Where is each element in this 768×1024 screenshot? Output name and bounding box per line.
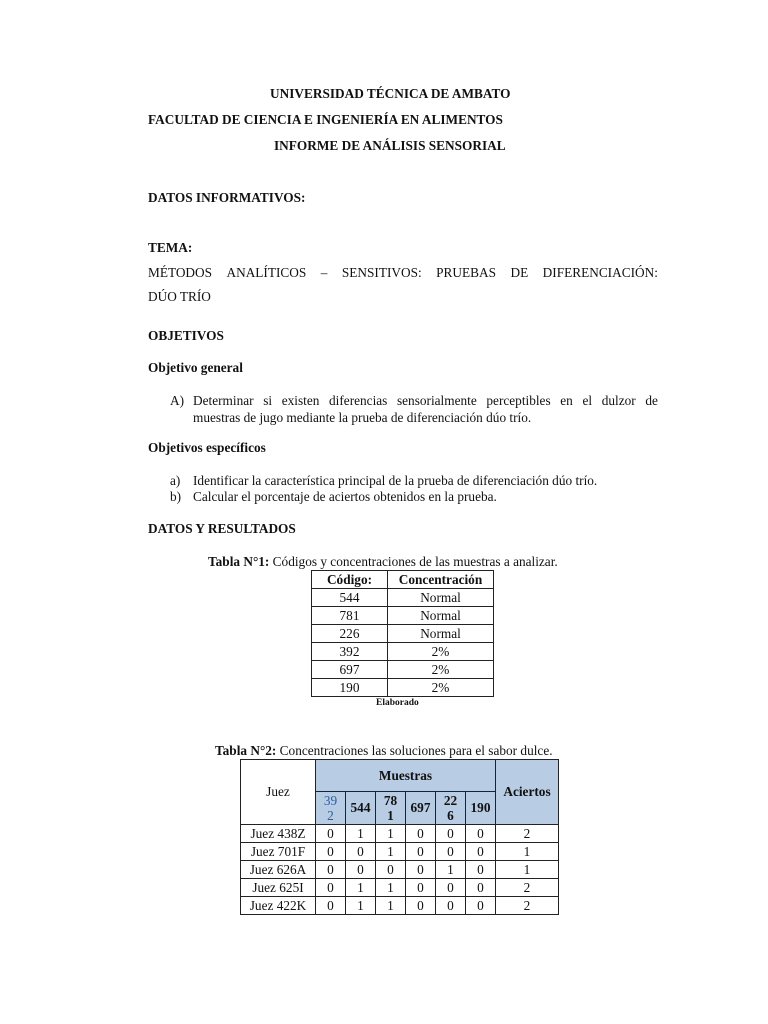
table-row	[312, 625, 494, 643]
tema-word: ANALÍTICOS	[226, 265, 307, 280]
objetivo-word: existen	[281, 393, 320, 408]
table-header-row	[312, 571, 494, 589]
table-cell: 0	[466, 897, 496, 915]
report-title: INFORME DE ANÁLISIS SENSORIAL	[274, 138, 506, 153]
tabla1-note: Elaborado	[376, 698, 419, 708]
juez-cell: Juez 701F	[241, 843, 316, 861]
muestras-header: Muestras	[316, 760, 496, 792]
objetivo-especifico-text: Identificar la característica principal de la prueba de diferenciación dúo trío.	[193, 473, 598, 488]
objetivo-word: sensorialmente	[396, 393, 477, 408]
juez-cell: Juez 438Z	[241, 825, 316, 843]
table-cell: 2%	[388, 643, 494, 661]
objetivo-especifico-marker: a)	[170, 473, 181, 488]
sample-column-header: 78 1	[376, 792, 406, 825]
table-cell: 0	[466, 879, 496, 897]
table-cell: 0	[376, 861, 406, 879]
sample-column-header: 39 2	[316, 792, 346, 825]
aciertos-header: Aciertos	[496, 760, 559, 825]
table-cell: 1	[376, 843, 406, 861]
objetivo-word: el	[582, 393, 593, 408]
resultados-heading: DATOS Y RESULTADOS	[148, 521, 296, 536]
sample-column-header: 190	[466, 792, 496, 825]
tabla1-caption	[208, 554, 558, 570]
objetivos-heading: OBJETIVOS	[148, 328, 224, 343]
table-cell: 1	[346, 825, 376, 843]
aciertos-cell: 1	[496, 843, 559, 861]
table-cell: Normal	[388, 625, 494, 643]
table-cell: 226	[312, 625, 388, 643]
table-cell: 1	[376, 879, 406, 897]
table-row	[241, 843, 559, 861]
objetivo-general-marker: A)	[170, 393, 185, 408]
tema-line-2: DÚO TRÍO	[148, 289, 211, 304]
objetivo-general-line-2: muestras de jugo mediante la prueba de diferenciación dúo trío.	[193, 410, 532, 425]
objetivo-word: Determinar	[193, 393, 254, 408]
tabla1-caption-text: Códigos y concentraciones de las muestras a analizar.	[269, 554, 558, 569]
table-cell: 781	[312, 607, 388, 625]
table-cell: 1	[376, 825, 406, 843]
table-cell: 0	[466, 843, 496, 861]
table-cell: 0	[406, 861, 436, 879]
table-cell: 0	[346, 843, 376, 861]
tema-word: PRUEBAS	[436, 265, 496, 280]
aciertos-cell: 2	[496, 825, 559, 843]
table-cell: 190	[312, 679, 388, 697]
tabla2-caption-label: Tabla N°2:	[215, 743, 277, 758]
table-cell: 0	[406, 879, 436, 897]
table-row	[312, 679, 494, 697]
table-row	[312, 607, 494, 625]
table-cell: 0	[406, 825, 436, 843]
table-row	[312, 643, 494, 661]
aciertos-cell: 2	[496, 879, 559, 897]
table-cell: 0	[466, 861, 496, 879]
table-cell: 2%	[388, 679, 494, 697]
table-cell: 1	[346, 879, 376, 897]
objetivo-word: perceptibles	[486, 393, 551, 408]
objetivo-word: en	[560, 393, 573, 408]
tema-word: DIFERENCIACIÓN:	[542, 265, 658, 280]
tema-line-1	[148, 265, 658, 281]
table-cell: Normal	[388, 589, 494, 607]
table-cell: 0	[466, 825, 496, 843]
table-row	[312, 661, 494, 679]
table-cell: 0	[316, 879, 346, 897]
table-row	[241, 825, 559, 843]
table-cell: 1	[346, 897, 376, 915]
tema-heading: TEMA:	[148, 240, 193, 255]
table-header-row	[241, 760, 559, 792]
tema-word: SENSITIVOS:	[341, 265, 422, 280]
objetivo-word: de	[645, 393, 658, 408]
table-cell: 0	[316, 897, 346, 915]
juez-cell: Juez 626A	[241, 861, 316, 879]
table-cell: 0	[406, 843, 436, 861]
sample-column-header: 697	[406, 792, 436, 825]
juez-cell: Juez 422K	[241, 897, 316, 915]
table-cell: 544	[312, 589, 388, 607]
table-row	[241, 879, 559, 897]
tabla2-caption	[215, 743, 553, 759]
table-row	[241, 861, 559, 879]
table-cell: 392	[312, 643, 388, 661]
objetivo-especifico-text: Calcular el porcentaje de aciertos obtenidos en la prueba.	[193, 489, 497, 504]
tabla2	[240, 759, 559, 915]
table-cell: 0	[346, 861, 376, 879]
tema-word: MÉTODOS	[148, 265, 213, 280]
table-cell: 0	[316, 861, 346, 879]
table-cell: 697	[312, 661, 388, 679]
faculty-title: FACULTAD DE CIENCIA E INGENIERÍA EN ALIMENTOS	[148, 112, 503, 127]
objetivo-word: diferencias	[329, 393, 388, 408]
table-cell: Normal	[388, 607, 494, 625]
juez-cell: Juez 625I	[241, 879, 316, 897]
sample-column-header: 22 6	[436, 792, 466, 825]
datos-informativos-heading: DATOS INFORMATIVOS:	[148, 190, 306, 205]
table-cell: 0	[436, 897, 466, 915]
table-cell: 0	[316, 825, 346, 843]
tabla1-caption-label: Tabla N°1:	[208, 554, 270, 569]
objetivos-especificos-heading: Objetivos específicos	[148, 440, 266, 455]
sample-column-header: 544	[346, 792, 376, 825]
juez-header: Juez	[241, 760, 316, 825]
tema-word: DE	[510, 265, 529, 280]
table-cell: 0	[406, 897, 436, 915]
tabla1	[311, 570, 494, 697]
column-header: Concentración	[388, 571, 494, 589]
tabla2-caption-text: Concentraciones las soluciones para el sabor dulce.	[276, 743, 553, 758]
table-cell: 0	[436, 843, 466, 861]
table-row	[312, 589, 494, 607]
tema-word: –	[320, 265, 328, 280]
table-row	[241, 897, 559, 915]
table-cell: 2%	[388, 661, 494, 679]
objetivo-general-line-1	[193, 393, 658, 409]
objetivo-word: si	[263, 393, 273, 408]
table-cell: 1	[376, 897, 406, 915]
aciertos-cell: 2	[496, 897, 559, 915]
table-cell: 0	[316, 843, 346, 861]
objetivo-word: dulzor	[601, 393, 636, 408]
objetivo-general-heading: Objetivo general	[148, 360, 243, 375]
column-header: Código:	[312, 571, 388, 589]
table-cell: 0	[436, 825, 466, 843]
aciertos-cell: 1	[496, 861, 559, 879]
table-cell: 1	[436, 861, 466, 879]
university-title: UNIVERSIDAD TÉCNICA DE AMBATO	[270, 86, 511, 101]
objetivo-especifico-marker: b)	[170, 489, 182, 504]
table-cell: 0	[436, 879, 466, 897]
